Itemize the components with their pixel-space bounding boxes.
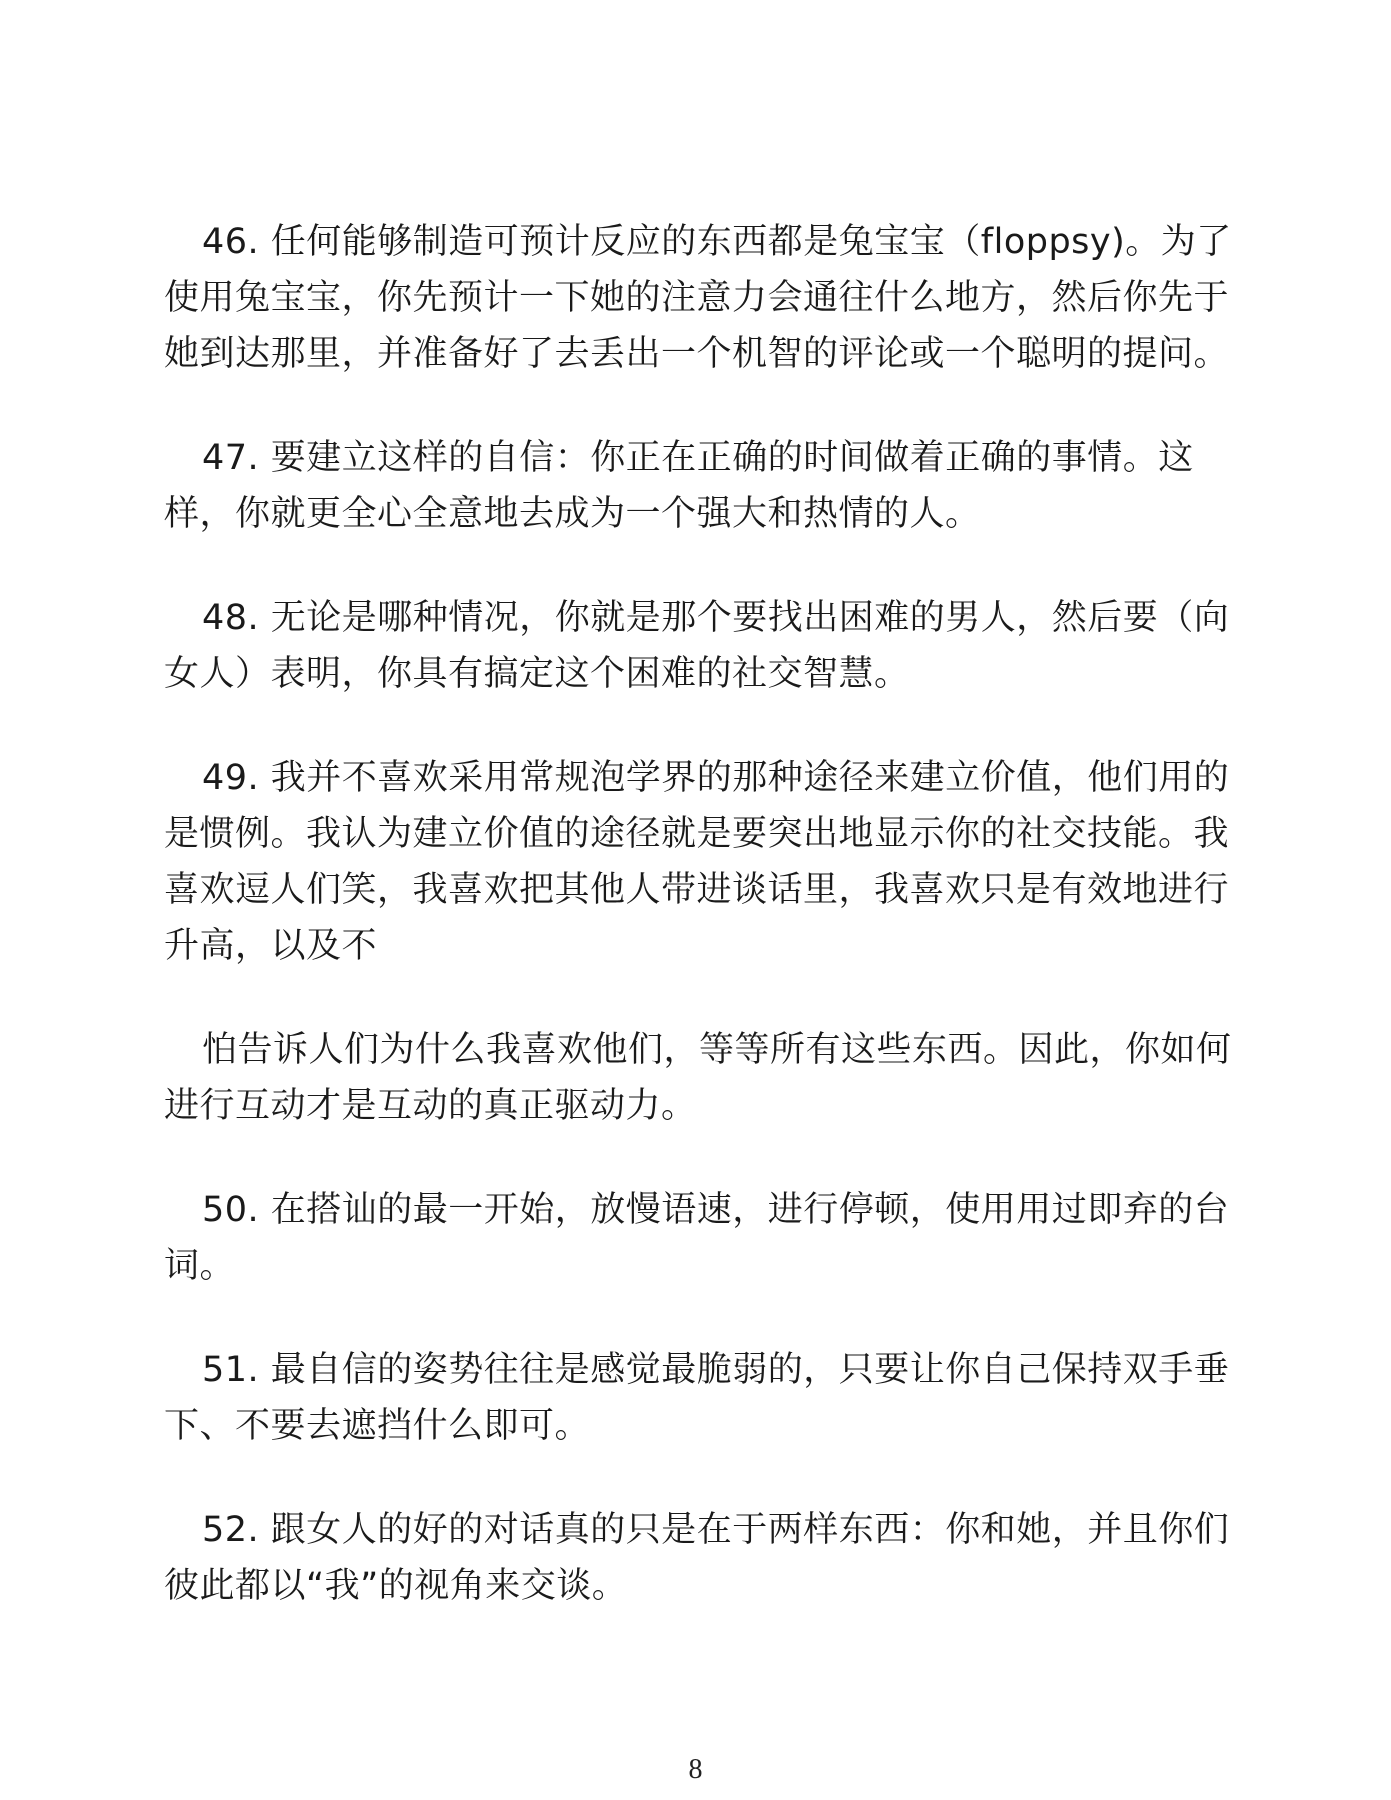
page-body [164, 214, 1234, 1662]
paragraph-50: 50. 在搭讪的最一开始，放慢语速，进行停顿，使用用过即弃的台词。 [164, 1190, 1230, 1286]
paragraph-52: 52. 跟女人的好的对话真的只是在于两样东西：你和她，并且你们彼此都以“我”的视角来交谈。 [164, 1510, 1230, 1606]
page-number: 8 [688, 1754, 703, 1785]
paragraph-46: 46. 任何能够制造可预计反应的东西都是兔宝宝（floppsy)。为了使用兔宝宝，你先预计一下她的注意力会通往什么地方，然后你先于她到达那里，并准备好了去丢出一个机智的评论或一个聪明的提问。 [164, 222, 1232, 374]
paragraph-47: 47. 要建立这样的自信：你正在正确的时间做着正确的事情。这样，你就更全心全意地去成为一个强大和热情的人。 [164, 438, 1194, 534]
paragraph-48: 48. 无论是哪种情况，你就是那个要找出困难的男人，然后要（向女人）表明，你具有搞定这个困难的社交智慧。 [164, 598, 1230, 694]
paragraph-51: 51. 最自信的姿势往往是感觉最脆弱的，只要让你自己保持双手垂下、不要去遮挡什么即可。 [164, 1350, 1230, 1446]
paragraph-49: 49. 我并不喜欢采用常规泡学界的那种途径来建立价值，他们用的是惯例。我认为建立价值的途径就是要突出地显示你的社交技能。我喜欢逗人们笑，我喜欢把其他人带进谈话里，我喜欢只是有效地进行升高，以及不 [164, 758, 1230, 966]
paragraph-49-continued: 怕告诉人们为什么我喜欢他们，等等所有这些东西。因此，你如何进行互动才是互动的真正驱动力。 [164, 1030, 1232, 1126]
